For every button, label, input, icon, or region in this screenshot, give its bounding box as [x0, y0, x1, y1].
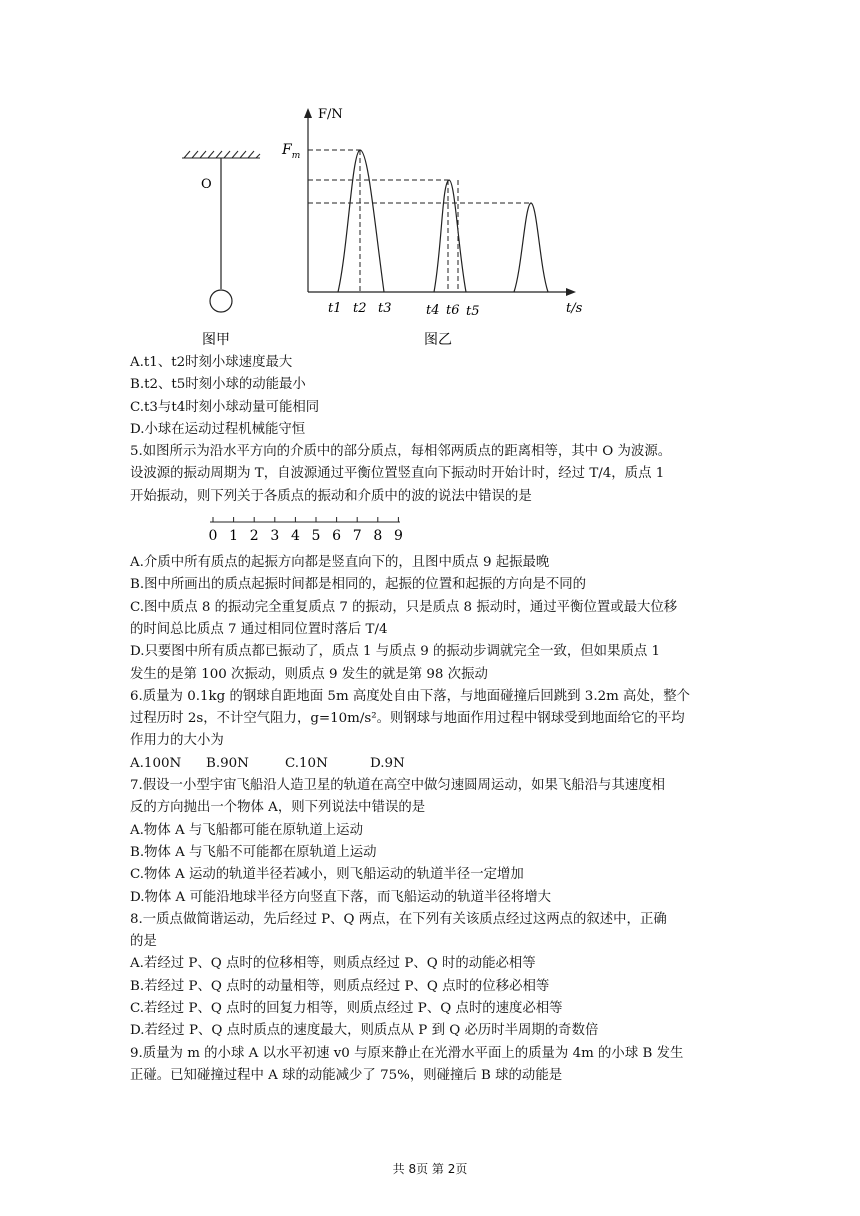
q9-stem-1: 9.质量为 m 的小球 A 以水平初速 v0 与原来静止在光滑水平面上的质量为 4m 的小球 B 发生 — [130, 1045, 684, 1061]
particle-label-1: 1 — [229, 528, 239, 544]
q6-options — [130, 753, 740, 775]
tick-label-t5: t5 — [466, 304, 480, 319]
time-tick-labels — [328, 301, 480, 319]
q4-option-d: D.小球在运动过程机械能守恒 — [130, 421, 306, 437]
q5-option-d: D.只要图中所有质点都已振动了，质点 1 与质点 9 的振动步调就完全一致，但如果质点 1 — [130, 644, 661, 660]
q8-option-b: B.若经过 P、Q 点时的动量相等，则质点经过 P、Q 点时的位移必相等 — [130, 978, 550, 994]
q8-option-d: D.若经过 P、Q 点时质点的速度最大，则质点从 P 到 Q 必历时半周期的奇数倍 — [130, 1023, 599, 1039]
x-axis-arrow — [566, 288, 576, 296]
tick-label-t4: t4 — [426, 303, 440, 318]
q8-stem-1: 8.一质点做简谐运动，先后经过 P、Q 两点，在下列有关该质点经过这两点的叙述中，正确 — [130, 911, 667, 927]
peak-label: $F_m$ — [282, 142, 301, 161]
q6-option-b: B.90N — [206, 755, 249, 771]
pendulum-ball — [210, 290, 232, 312]
particle-label-9: 9 — [393, 528, 403, 544]
q9-stem-2: 正碰。已知碰撞过程中 A 球的动能减少了 75%，则碰撞后 B 球的动能是 — [130, 1067, 563, 1083]
particle-label-0: 0 — [208, 528, 218, 544]
ceiling-hatch — [182, 151, 260, 158]
q5-option-c: C.图中质点 8 的振动完全重复质点 7 的振动，只是质点 8 振动时，通过平衡位置或最大位移 — [130, 599, 678, 615]
tick-label-t2: t2 — [353, 301, 367, 316]
q7-option-a: A.物体 A 与飞船都可能在原轨道上运动 — [130, 822, 363, 838]
page-footer: 共 8页 第 2页 — [392, 1162, 468, 1176]
q5-stem-1: 5.如图所示为沿水平方向的介质中的部分质点，每相邻两质点的距离相等，其中 O 为波源。 — [130, 444, 672, 460]
q5-option-b: B.图中所画出的质点起振时间都是相同的，起振的位置和起振的方向是不同的 — [130, 577, 586, 593]
q6-stem-3: 作用力的大小为 — [130, 733, 224, 749]
q7-option-d: D.物体 A 可能沿地球半径方向竖直下落，而飞船运动的轨道半径将增大 — [130, 889, 552, 905]
q4-option-c: C.t3与t4时刻小球动量可能相同 — [130, 399, 320, 415]
caption-left: 图甲 — [202, 332, 230, 348]
tick-label-t3: t3 — [378, 301, 392, 316]
tick-label-t6: t6 — [446, 303, 460, 318]
q6-stem-1: 6.质量为 0.1kg 的钢球自距地面 5m 高度处自由下落，与地面碰撞后回跳到 3.2m 高处，整个 — [130, 688, 691, 704]
x-axis-label: t/s — [566, 301, 583, 316]
q6-option-a: A.100N — [130, 755, 182, 771]
q6-option-c: C.10N — [285, 755, 328, 771]
q5-stem-2: 设波源的振动周期为 T，自波源通过平衡位置竖直向下振动时开始计时，经过 T/4，质点 1 — [130, 466, 665, 482]
q8-stem-2: 的是 — [130, 934, 157, 950]
particle-label-7: 7 — [352, 528, 362, 544]
y-axis-arrow — [304, 108, 312, 118]
q5-stem-3: 开始振动，则下列关于各质点的振动和介质中的波的说法中错误的是 — [130, 488, 532, 504]
q5-option-d-cont: 发生的是第 100 次振动，则质点 9 发生的就是第 98 次振动 — [130, 666, 488, 682]
force-pulse-2 — [434, 180, 466, 292]
q6-option-d: D.9N — [370, 755, 405, 771]
q8-option-c: C.若经过 P、Q 点时的回复力相等，则质点经过 P、Q 点时的速度必相等 — [130, 1001, 563, 1017]
q4-option-b: B.t2、t5时刻小球的动能最小 — [130, 377, 306, 393]
pivot-label: O — [201, 177, 212, 192]
q8-option-a: A.若经过 P、Q 点时的位移相等，则质点经过 P、Q 时的动能必相等 — [130, 956, 536, 972]
q7-option-c: C.物体 A 运动的轨道半径若减小，则飞船运动的轨道半径一定增加 — [130, 867, 524, 883]
caption-right: 图乙 — [424, 332, 452, 348]
force-pulse-3 — [514, 203, 548, 292]
particle-label-6: 6 — [332, 528, 342, 544]
particle-axis-ticks — [209, 517, 403, 544]
q7-stem-2: 反的方向抛出一个物体 A，则下列说法中错误的是 — [130, 800, 426, 816]
force-pulse-1 — [338, 150, 384, 292]
particle-axis-figure — [200, 512, 410, 548]
q7-stem-1: 7.假设一小型宇宙飞船沿人造卫星的轨道在高空中做匀速圆周运动，如果飞船沿与其速度相 — [130, 778, 666, 794]
particle-label-8: 8 — [373, 528, 383, 544]
q4-option-a: A.t1、t2时刻小球速度最大 — [130, 355, 293, 370]
tick-label-t1: t1 — [328, 301, 342, 316]
particle-label-2: 2 — [249, 528, 259, 544]
q7-option-b: B.物体 A 与飞船不可能都在原轨道上运动 — [130, 844, 377, 860]
y-axis-label: F/N — [318, 107, 343, 122]
particle-label-5: 5 — [311, 528, 321, 544]
q5-option-a: A.介质中所有质点的起振方向都是竖直向下的，且图中质点 9 起振最晚 — [130, 555, 550, 571]
question-text — [130, 352, 740, 1087]
pendulum-force-figure — [170, 98, 610, 348]
particle-label-3: 3 — [270, 528, 280, 544]
q5-option-c-cont: 的时间总比质点 7 通过相同位置时落后 T/4 — [130, 621, 388, 637]
q6-stem-2: 过程历时 2s，不计空气阻力，g=10m/s²。则钢球与地面作用过程中钢球受到地面给它的平均 — [130, 711, 685, 727]
particle-label-4: 4 — [290, 528, 300, 544]
